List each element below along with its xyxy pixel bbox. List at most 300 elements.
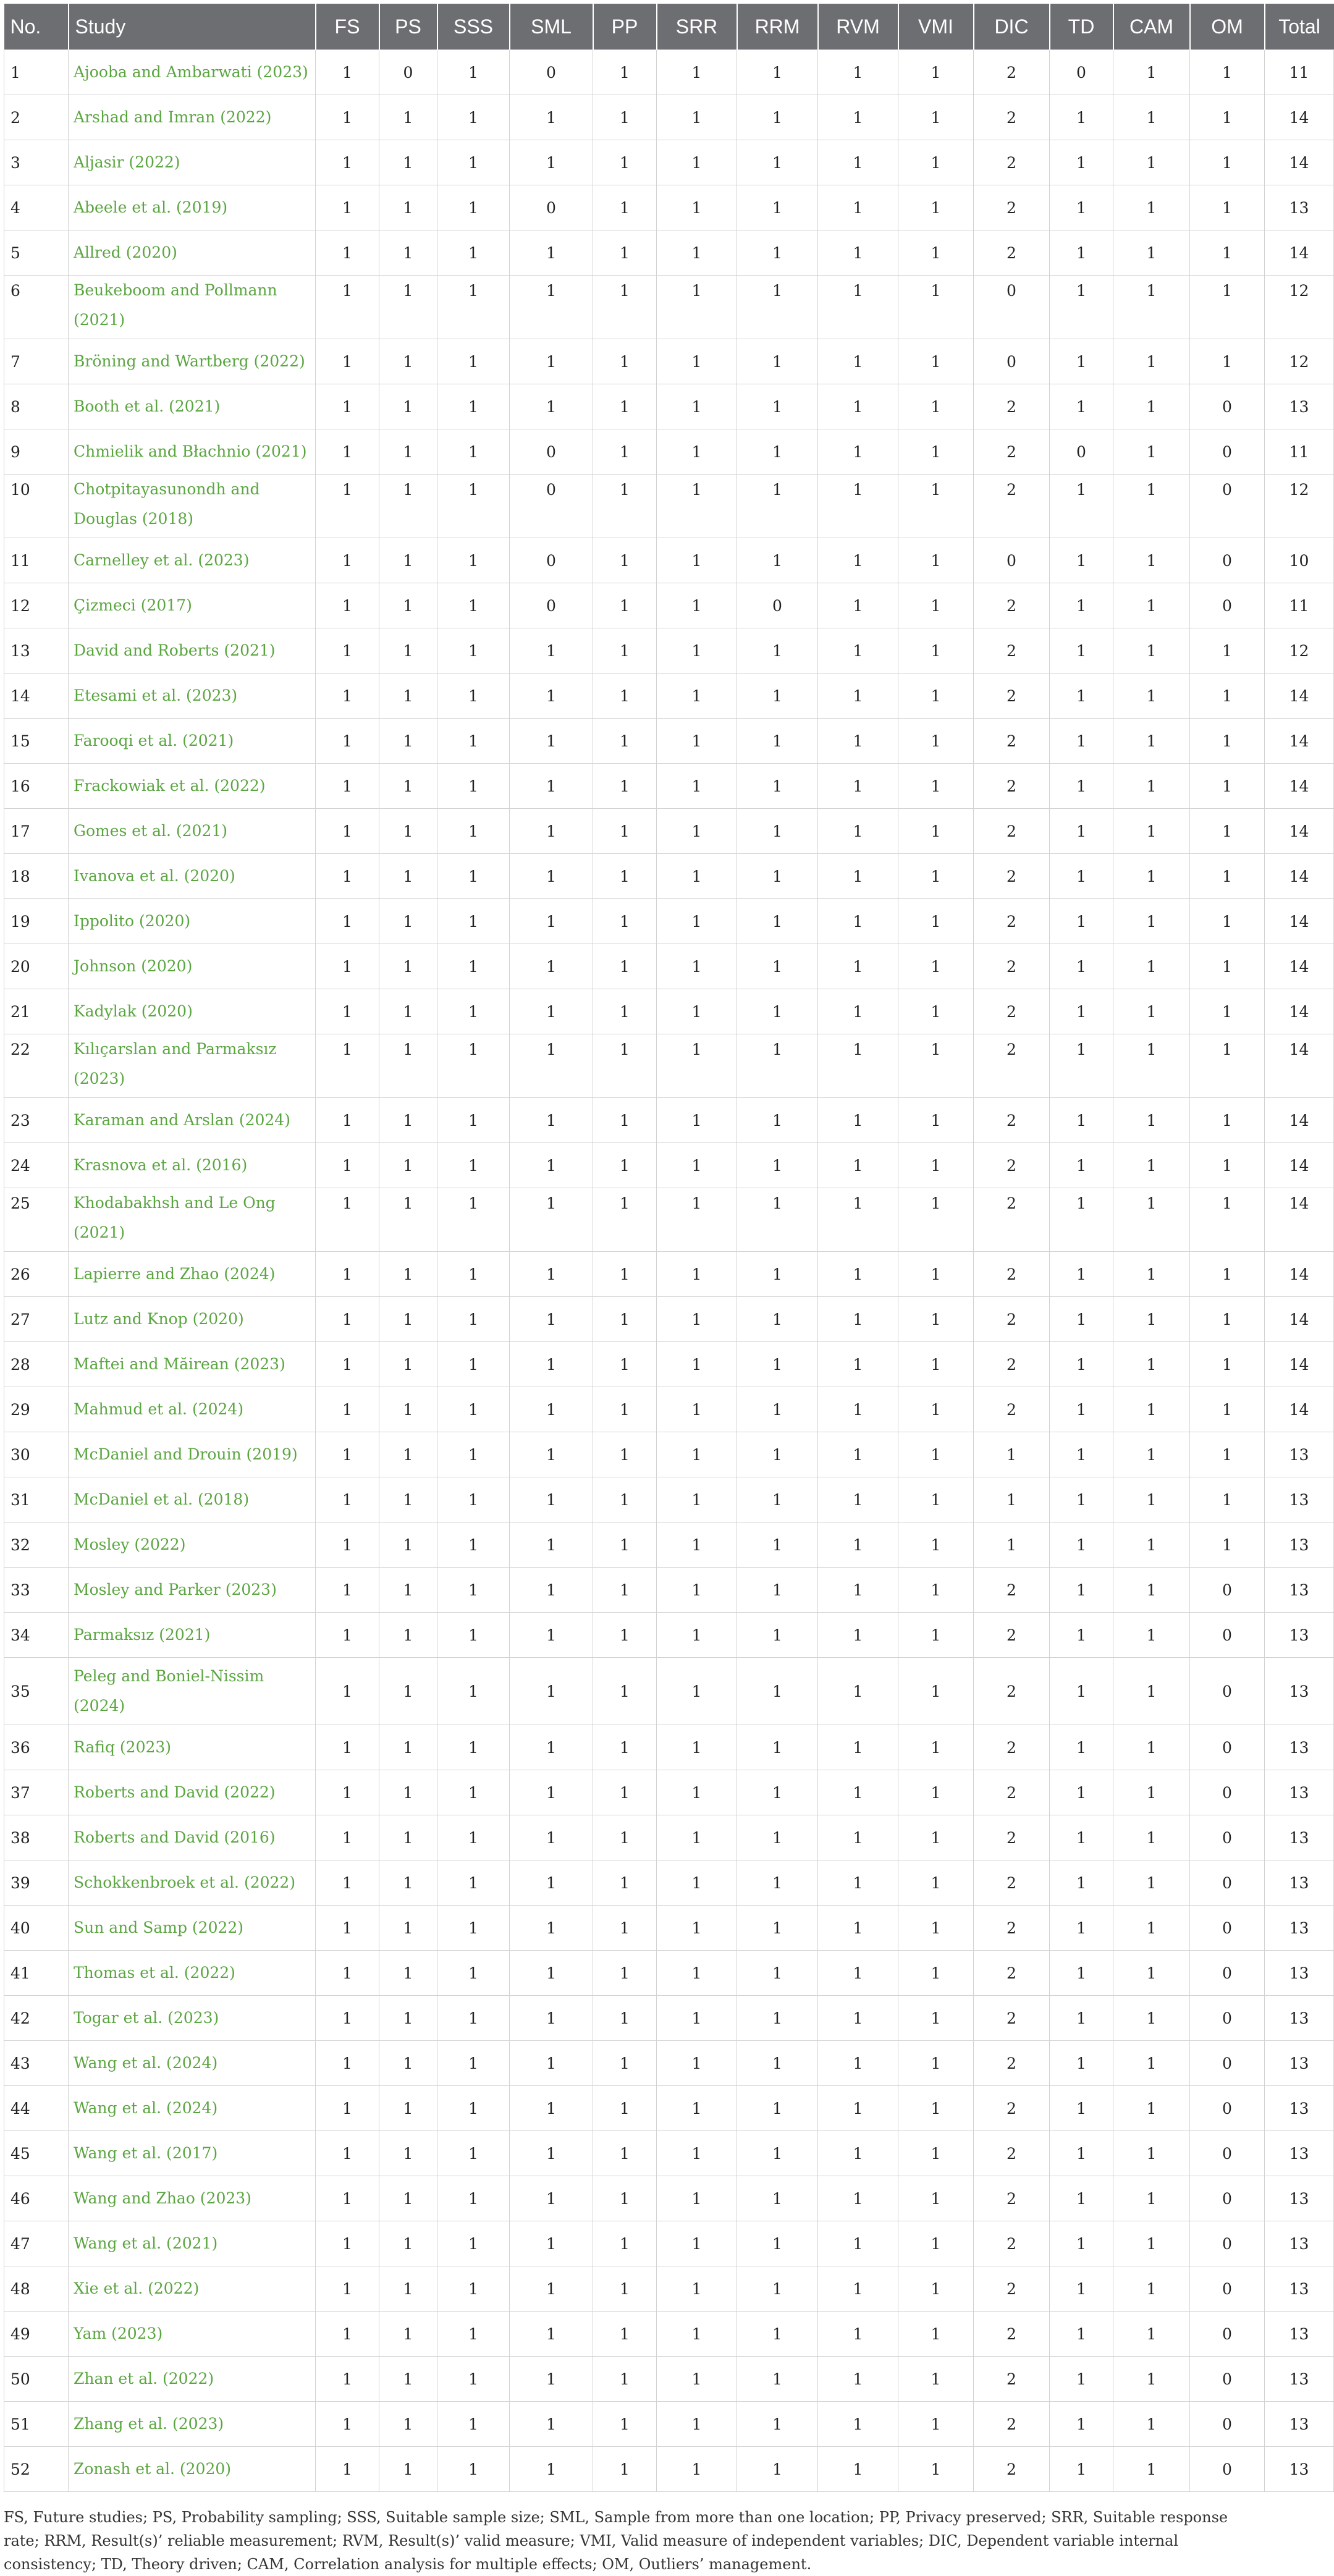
score-cell: 1 [510, 2312, 593, 2357]
study-link[interactable]: Chmielik and Błachnio (2021) [69, 429, 316, 475]
score-cell: 1 [510, 899, 593, 944]
score-cell: 0 [510, 583, 593, 628]
study-link[interactable]: Roberts and David (2016) [69, 1815, 316, 1860]
score-cell: 1 [316, 2086, 379, 2131]
score-cell: 1 [1190, 50, 1265, 95]
score-cell: 1 [510, 1522, 593, 1568]
row-number-cell: 50 [4, 2357, 69, 2402]
study-link[interactable]: Çizmeci (2017) [69, 583, 316, 628]
score-cell: 1 [898, 1432, 974, 1477]
score-cell: 1 [657, 1098, 737, 1143]
study-link[interactable]: Zhan et al. (2022) [69, 2357, 316, 2402]
score-cell: 2 [974, 2402, 1050, 2447]
score-cell: 2 [974, 719, 1050, 764]
score-cell: 1 [593, 1951, 657, 1996]
score-cell: 1 [316, 1860, 379, 1906]
score-cell: 1 [1050, 1188, 1113, 1252]
study-link[interactable]: Mosley (2022) [69, 1522, 316, 1568]
score-cell: 1 [316, 1297, 379, 1342]
row-number-cell: 6 [4, 276, 69, 339]
score-cell: 1 [1190, 276, 1265, 339]
score-cell: 1 [898, 764, 974, 809]
score-cell: 1 [379, 384, 437, 429]
score-cell: 0 [1190, 1770, 1265, 1815]
score-cell: 1 [593, 1996, 657, 2041]
column-header: Study [69, 4, 316, 50]
row-number-cell: 20 [4, 944, 69, 989]
score-cell: 1 [510, 1658, 593, 1725]
score-cell: 0 [510, 185, 593, 230]
score-cell: 1 [379, 2357, 437, 2402]
score-cell: 0 [974, 339, 1050, 384]
score-cell: 1 [1050, 2086, 1113, 2131]
study-link[interactable]: Lapierre and Zhao (2024) [69, 1252, 316, 1297]
score-cell: 1 [379, 95, 437, 140]
study-link[interactable]: Wang and Zhao (2023) [69, 2176, 316, 2221]
score-cell: 1 [818, 809, 898, 854]
row-number-cell: 25 [4, 1188, 69, 1252]
score-cell: 1 [1050, 2447, 1113, 2492]
total-score-cell: 14 [1265, 899, 1334, 944]
table-row [4, 429, 1334, 475]
score-cell: 1 [510, 95, 593, 140]
study-link[interactable]: Lutz and Knop (2020) [69, 1297, 316, 1342]
score-cell: 1 [737, 2312, 818, 2357]
score-cell: 1 [593, 1188, 657, 1252]
score-cell: 1 [1190, 95, 1265, 140]
study-link[interactable]: Rafiq (2023) [69, 1725, 316, 1770]
score-cell: 1 [898, 989, 974, 1034]
score-cell: 1 [510, 2402, 593, 2447]
score-cell: 1 [818, 50, 898, 95]
study-link[interactable]: Krasnova et al. (2016) [69, 1143, 316, 1188]
study-link[interactable]: McDaniel et al. (2018) [69, 1477, 316, 1522]
score-cell: 1 [1050, 475, 1113, 538]
table-row [4, 1034, 1334, 1098]
score-cell: 1 [1190, 1143, 1265, 1188]
score-cell: 2 [974, 2041, 1050, 2086]
score-cell: 0 [1190, 384, 1265, 429]
score-cell: 1 [316, 1951, 379, 1996]
score-cell: 1 [437, 944, 510, 989]
score-cell: 1 [657, 854, 737, 899]
total-score-cell: 14 [1265, 809, 1334, 854]
score-cell: 1 [593, 276, 657, 339]
score-cell: 1 [1050, 628, 1113, 674]
score-cell: 1 [379, 1815, 437, 1860]
score-cell: 1 [898, 1034, 974, 1098]
score-cell: 1 [437, 1613, 510, 1658]
study-link[interactable]: Wang et al. (2024) [69, 2086, 316, 2131]
score-cell: 1 [593, 429, 657, 475]
score-cell: 1 [657, 1906, 737, 1951]
row-number-cell: 32 [4, 1522, 69, 1568]
score-cell: 1 [737, 1034, 818, 1098]
table-row [4, 1252, 1334, 1297]
score-cell: 1 [1050, 1568, 1113, 1613]
study-link[interactable]: Beukeboom and Pollmann (2021) [69, 276, 316, 339]
score-cell: 1 [818, 2221, 898, 2266]
score-cell: 1 [379, 1770, 437, 1815]
score-cell: 1 [818, 1951, 898, 1996]
row-number-cell: 29 [4, 1387, 69, 1432]
score-cell: 1 [898, 2402, 974, 2447]
score-cell: 2 [974, 1188, 1050, 1252]
score-cell: 1 [1050, 2221, 1113, 2266]
total-score-cell: 14 [1265, 989, 1334, 1034]
score-cell: 1 [1113, 899, 1190, 944]
score-cell: 1 [593, 2357, 657, 2402]
total-score-cell: 14 [1265, 1034, 1334, 1098]
study-link[interactable]: Mosley and Parker (2023) [69, 1568, 316, 1613]
table-row [4, 854, 1334, 899]
total-score-cell: 13 [1265, 1770, 1334, 1815]
study-link[interactable]: Mahmud et al. (2024) [69, 1387, 316, 1432]
score-cell: 0 [1190, 1725, 1265, 1770]
score-cell: 1 [1113, 628, 1190, 674]
table-row [4, 1297, 1334, 1342]
score-cell: 1 [1113, 1568, 1190, 1613]
score-cell: 1 [593, 475, 657, 538]
score-cell: 1 [437, 384, 510, 429]
score-cell: 2 [974, 2176, 1050, 2221]
study-link[interactable]: David and Roberts (2021) [69, 628, 316, 674]
score-cell: 2 [974, 899, 1050, 944]
total-score-cell: 13 [1265, 1996, 1334, 2041]
score-cell: 1 [316, 2357, 379, 2402]
score-cell: 1 [657, 2402, 737, 2447]
study-link[interactable]: Ivanova et al. (2020) [69, 854, 316, 899]
score-cell: 1 [898, 2176, 974, 2221]
score-cell: 1 [510, 1770, 593, 1815]
total-score-cell: 11 [1265, 429, 1334, 475]
total-score-cell: 11 [1265, 583, 1334, 628]
score-cell: 1 [657, 899, 737, 944]
quality-assessment-table [4, 4, 1334, 2492]
score-cell: 0 [510, 538, 593, 583]
score-cell: 1 [1050, 1815, 1113, 1860]
row-number-cell: 27 [4, 1297, 69, 1342]
score-cell: 1 [737, 899, 818, 944]
score-cell: 1 [510, 628, 593, 674]
table-row [4, 2131, 1334, 2176]
score-cell: 1 [818, 2266, 898, 2312]
row-number-cell: 34 [4, 1613, 69, 1658]
score-cell: 1 [510, 1098, 593, 1143]
score-cell: 1 [316, 2312, 379, 2357]
table-row [4, 2041, 1334, 2086]
score-cell: 0 [1190, 1658, 1265, 1725]
score-cell: 1 [1113, 2041, 1190, 2086]
score-cell: 1 [1190, 899, 1265, 944]
score-cell: 1 [974, 1432, 1050, 1477]
study-link[interactable]: Gomes et al. (2021) [69, 809, 316, 854]
study-link[interactable]: Booth et al. (2021) [69, 384, 316, 429]
score-cell: 1 [316, 1098, 379, 1143]
score-cell: 1 [593, 2131, 657, 2176]
score-cell: 1 [1050, 1297, 1113, 1342]
score-cell: 1 [818, 429, 898, 475]
study-link[interactable]: Xie et al. (2022) [69, 2266, 316, 2312]
score-cell: 1 [437, 1770, 510, 1815]
score-cell: 1 [657, 1387, 737, 1432]
score-cell: 1 [437, 719, 510, 764]
score-cell: 1 [1050, 1522, 1113, 1568]
score-cell: 1 [818, 1568, 898, 1613]
score-cell: 1 [1050, 1252, 1113, 1297]
study-link[interactable]: Maftei and Măirean (2023) [69, 1342, 316, 1387]
score-cell: 1 [510, 1143, 593, 1188]
score-cell: 0 [1050, 429, 1113, 475]
score-cell: 1 [1113, 95, 1190, 140]
total-score-cell: 13 [1265, 2176, 1334, 2221]
score-cell: 1 [657, 719, 737, 764]
score-cell: 2 [974, 50, 1050, 95]
score-cell: 2 [974, 2266, 1050, 2312]
study-link[interactable]: Ippolito (2020) [69, 899, 316, 944]
score-cell: 1 [316, 809, 379, 854]
score-cell: 1 [898, 1951, 974, 1996]
score-cell: 2 [974, 764, 1050, 809]
score-cell: 1 [379, 230, 437, 276]
score-cell: 1 [657, 1252, 737, 1297]
score-cell: 1 [737, 1568, 818, 1613]
score-cell: 1 [593, 674, 657, 719]
score-cell: 1 [593, 1432, 657, 1477]
score-cell: 1 [593, 2266, 657, 2312]
study-link[interactable]: Peleg and Boniel-Nissim (2024) [69, 1658, 316, 1725]
score-cell: 1 [379, 989, 437, 1034]
score-cell: 1 [657, 674, 737, 719]
score-cell: 1 [818, 1387, 898, 1432]
table-row [4, 538, 1334, 583]
score-cell: 1 [1050, 809, 1113, 854]
score-cell: 1 [316, 944, 379, 989]
score-cell: 1 [898, 1297, 974, 1342]
score-cell: 1 [437, 1143, 510, 1188]
score-cell: 1 [510, 1860, 593, 1906]
study-link[interactable]: Karaman and Arslan (2024) [69, 1098, 316, 1143]
score-cell: 1 [657, 1725, 737, 1770]
score-cell: 1 [379, 1432, 437, 1477]
study-link[interactable]: Etesami et al. (2023) [69, 674, 316, 719]
score-cell: 1 [593, 1815, 657, 1860]
study-link[interactable]: Abeele et al. (2019) [69, 185, 316, 230]
study-link[interactable]: Togar et al. (2023) [69, 1996, 316, 2041]
row-number-cell: 2 [4, 95, 69, 140]
score-cell: 1 [898, 1815, 974, 1860]
score-cell: 1 [737, 95, 818, 140]
study-link[interactable]: Thomas et al. (2022) [69, 1951, 316, 1996]
study-link[interactable]: Parmaksız (2021) [69, 1613, 316, 1658]
total-score-cell: 13 [1265, 1906, 1334, 1951]
score-cell: 1 [657, 1143, 737, 1188]
score-cell: 1 [316, 1658, 379, 1725]
study-link[interactable]: Zonash et al. (2020) [69, 2447, 316, 2492]
total-score-cell: 12 [1265, 475, 1334, 538]
study-link[interactable]: Bröning and Wartberg (2022) [69, 339, 316, 384]
score-cell: 2 [974, 628, 1050, 674]
score-cell: 0 [1190, 475, 1265, 538]
score-cell: 1 [437, 2266, 510, 2312]
study-link[interactable]: Wang et al. (2017) [69, 2131, 316, 2176]
score-cell: 1 [437, 628, 510, 674]
table-row [4, 475, 1334, 538]
score-cell: 1 [657, 1034, 737, 1098]
study-link[interactable]: Carnelley et al. (2023) [69, 538, 316, 583]
score-cell: 1 [510, 2266, 593, 2312]
score-cell: 1 [316, 1432, 379, 1477]
score-cell: 1 [737, 2402, 818, 2447]
score-cell: 0 [1190, 2176, 1265, 2221]
score-cell: 1 [1050, 1951, 1113, 1996]
score-cell: 1 [593, 854, 657, 899]
score-cell: 0 [1190, 1613, 1265, 1658]
score-cell: 1 [898, 1387, 974, 1432]
score-cell: 2 [974, 1860, 1050, 1906]
score-cell: 1 [593, 1770, 657, 1815]
score-cell: 1 [1050, 764, 1113, 809]
column-header: SML [510, 4, 593, 50]
study-link[interactable]: Arshad and Imran (2022) [69, 95, 316, 140]
score-cell: 1 [657, 628, 737, 674]
score-cell: 1 [1050, 140, 1113, 185]
total-score-cell: 14 [1265, 95, 1334, 140]
score-cell: 1 [1050, 1034, 1113, 1098]
score-cell: 1 [593, 899, 657, 944]
score-cell: 1 [316, 899, 379, 944]
score-cell: 1 [1190, 854, 1265, 899]
score-cell: 1 [593, 2312, 657, 2357]
score-cell: 1 [379, 1297, 437, 1342]
row-number-cell: 21 [4, 989, 69, 1034]
score-cell: 1 [1050, 339, 1113, 384]
score-cell: 2 [974, 1815, 1050, 1860]
row-number-cell: 49 [4, 2312, 69, 2357]
score-cell: 1 [818, 339, 898, 384]
score-cell: 1 [1113, 2266, 1190, 2312]
study-link[interactable]: Kadylak (2020) [69, 989, 316, 1034]
study-link[interactable]: Farooqi et al. (2021) [69, 719, 316, 764]
score-cell: 0 [1190, 538, 1265, 583]
study-link[interactable]: Aljasir (2022) [69, 140, 316, 185]
score-cell: 1 [657, 809, 737, 854]
study-link[interactable]: McDaniel and Drouin (2019) [69, 1432, 316, 1477]
score-cell: 1 [316, 1188, 379, 1252]
score-cell: 1 [818, 1297, 898, 1342]
score-cell: 1 [657, 2357, 737, 2402]
table-row [4, 1951, 1334, 1996]
total-score-cell: 13 [1265, 185, 1334, 230]
study-link[interactable]: Wang et al. (2024) [69, 2041, 316, 2086]
table-row [4, 764, 1334, 809]
score-cell: 1 [437, 2447, 510, 2492]
table-row [4, 230, 1334, 276]
score-cell: 1 [379, 1906, 437, 1951]
score-cell: 1 [593, 1522, 657, 1568]
score-cell: 0 [1190, 1815, 1265, 1860]
study-link[interactable]: Chotpitayasunondh and Douglas (2018) [69, 475, 316, 538]
score-cell: 1 [898, 1613, 974, 1658]
score-cell: 1 [737, 628, 818, 674]
score-cell: 2 [974, 1252, 1050, 1297]
column-header: PS [379, 4, 437, 50]
score-cell: 1 [898, 2447, 974, 2492]
score-cell: 1 [437, 2357, 510, 2402]
score-cell: 1 [1050, 1477, 1113, 1522]
score-cell: 1 [593, 628, 657, 674]
row-number-cell: 19 [4, 899, 69, 944]
score-cell: 1 [437, 1034, 510, 1098]
table-row [4, 1770, 1334, 1815]
score-cell: 1 [1113, 2131, 1190, 2176]
score-cell: 1 [379, 1098, 437, 1143]
score-cell: 1 [437, 1906, 510, 1951]
row-number-cell: 37 [4, 1770, 69, 1815]
study-link[interactable]: Zhang et al. (2023) [69, 2402, 316, 2447]
study-link[interactable]: Kılıçarslan and Parmaksız (2023) [69, 1034, 316, 1098]
study-link[interactable]: Sun and Samp (2022) [69, 1906, 316, 1951]
score-cell: 1 [737, 140, 818, 185]
study-link[interactable]: Wang et al. (2021) [69, 2221, 316, 2266]
score-cell: 1 [657, 583, 737, 628]
score-cell: 1 [316, 1143, 379, 1188]
score-cell: 1 [657, 429, 737, 475]
study-link[interactable]: Frackowiak et al. (2022) [69, 764, 316, 809]
score-cell: 1 [316, 2041, 379, 2086]
quality-assessment-table-container [4, 4, 1320, 2576]
table-row [4, 1906, 1334, 1951]
score-cell: 1 [737, 1387, 818, 1432]
score-cell: 1 [379, 583, 437, 628]
score-cell: 1 [1050, 2312, 1113, 2357]
score-cell: 1 [1113, 583, 1190, 628]
table-row [4, 1387, 1334, 1432]
score-cell: 1 [657, 95, 737, 140]
row-number-cell: 39 [4, 1860, 69, 1906]
score-cell: 0 [379, 50, 437, 95]
score-cell: 1 [316, 185, 379, 230]
study-link[interactable]: Khodabakhsh and Le Ong (2021) [69, 1188, 316, 1252]
score-cell: 1 [510, 1297, 593, 1342]
score-cell: 1 [1190, 185, 1265, 230]
score-cell: 1 [1050, 899, 1113, 944]
study-link[interactable]: Ajooba and Ambarwati (2023) [69, 50, 316, 95]
score-cell: 1 [1190, 1098, 1265, 1143]
row-number-cell: 30 [4, 1432, 69, 1477]
table-row [4, 1725, 1334, 1770]
score-cell: 1 [898, 429, 974, 475]
score-cell: 1 [1190, 1477, 1265, 1522]
score-cell: 1 [379, 2447, 437, 2492]
column-header: RRM [737, 4, 818, 50]
score-cell: 1 [1050, 1725, 1113, 1770]
row-number-cell: 26 [4, 1252, 69, 1297]
study-link[interactable]: Roberts and David (2022) [69, 1770, 316, 1815]
score-cell: 1 [316, 674, 379, 719]
score-cell: 1 [437, 899, 510, 944]
study-link[interactable]: Yam (2023) [69, 2312, 316, 2357]
score-cell: 1 [657, 185, 737, 230]
score-cell: 0 [1190, 429, 1265, 475]
study-link[interactable]: Johnson (2020) [69, 944, 316, 989]
score-cell: 1 [316, 583, 379, 628]
study-link[interactable]: Schokkenbroek et al. (2022) [69, 1860, 316, 1906]
study-link[interactable]: Allred (2020) [69, 230, 316, 276]
column-header: RVM [818, 4, 898, 50]
score-cell: 1 [379, 276, 437, 339]
score-cell: 2 [974, 989, 1050, 1034]
